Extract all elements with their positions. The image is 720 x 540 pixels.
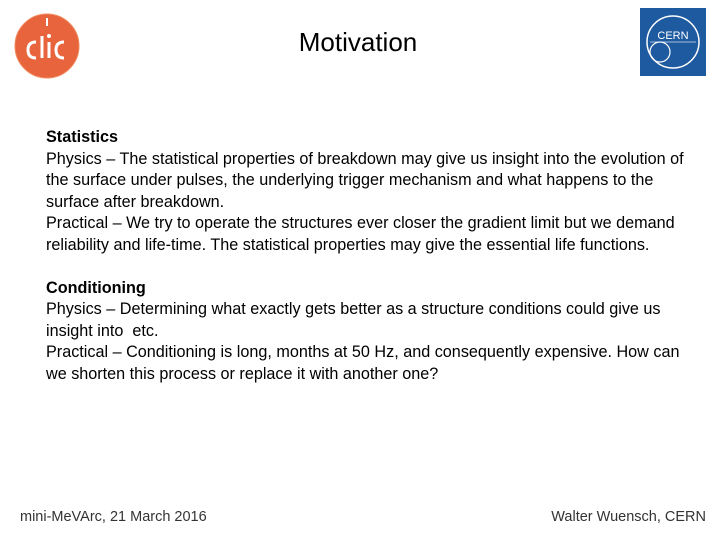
svg-text:CERN: CERN (657, 30, 689, 42)
section-conditioning (46, 278, 686, 386)
slide-body (46, 127, 689, 385)
paragraph: Practical – Conditioning is long, months at 50 Hz, and consequently expensive. How can we shorten this process or replace it with another one? (46, 343, 684, 383)
section-heading: Conditioning (46, 278, 146, 297)
section-statistics (46, 127, 689, 256)
section-heading: Statistics (46, 128, 118, 146)
footer-event-date: mini-MeVArc, 21 March 2016 (20, 509, 207, 525)
paragraph: Physics – The statistical properties of breakdown may give us insight into the evolution of the surface under pulses, the underlying trigger mechanism and what happens to the surface after breakdown. (46, 149, 689, 211)
footer-author: Walter Wuensch, CERN (551, 509, 706, 525)
slide-title: Motivation (298, 27, 418, 57)
paragraph: Physics – Determining what exactly gets better as a structure conditions could give us insight into etc. (46, 300, 666, 340)
paragraph: Practical – We try to operate the structures ever closer the gradient limit but we demand reliability and life-time. The statistical properties may give the essential life functions. (46, 214, 680, 254)
cern-logo-icon (640, 8, 706, 76)
